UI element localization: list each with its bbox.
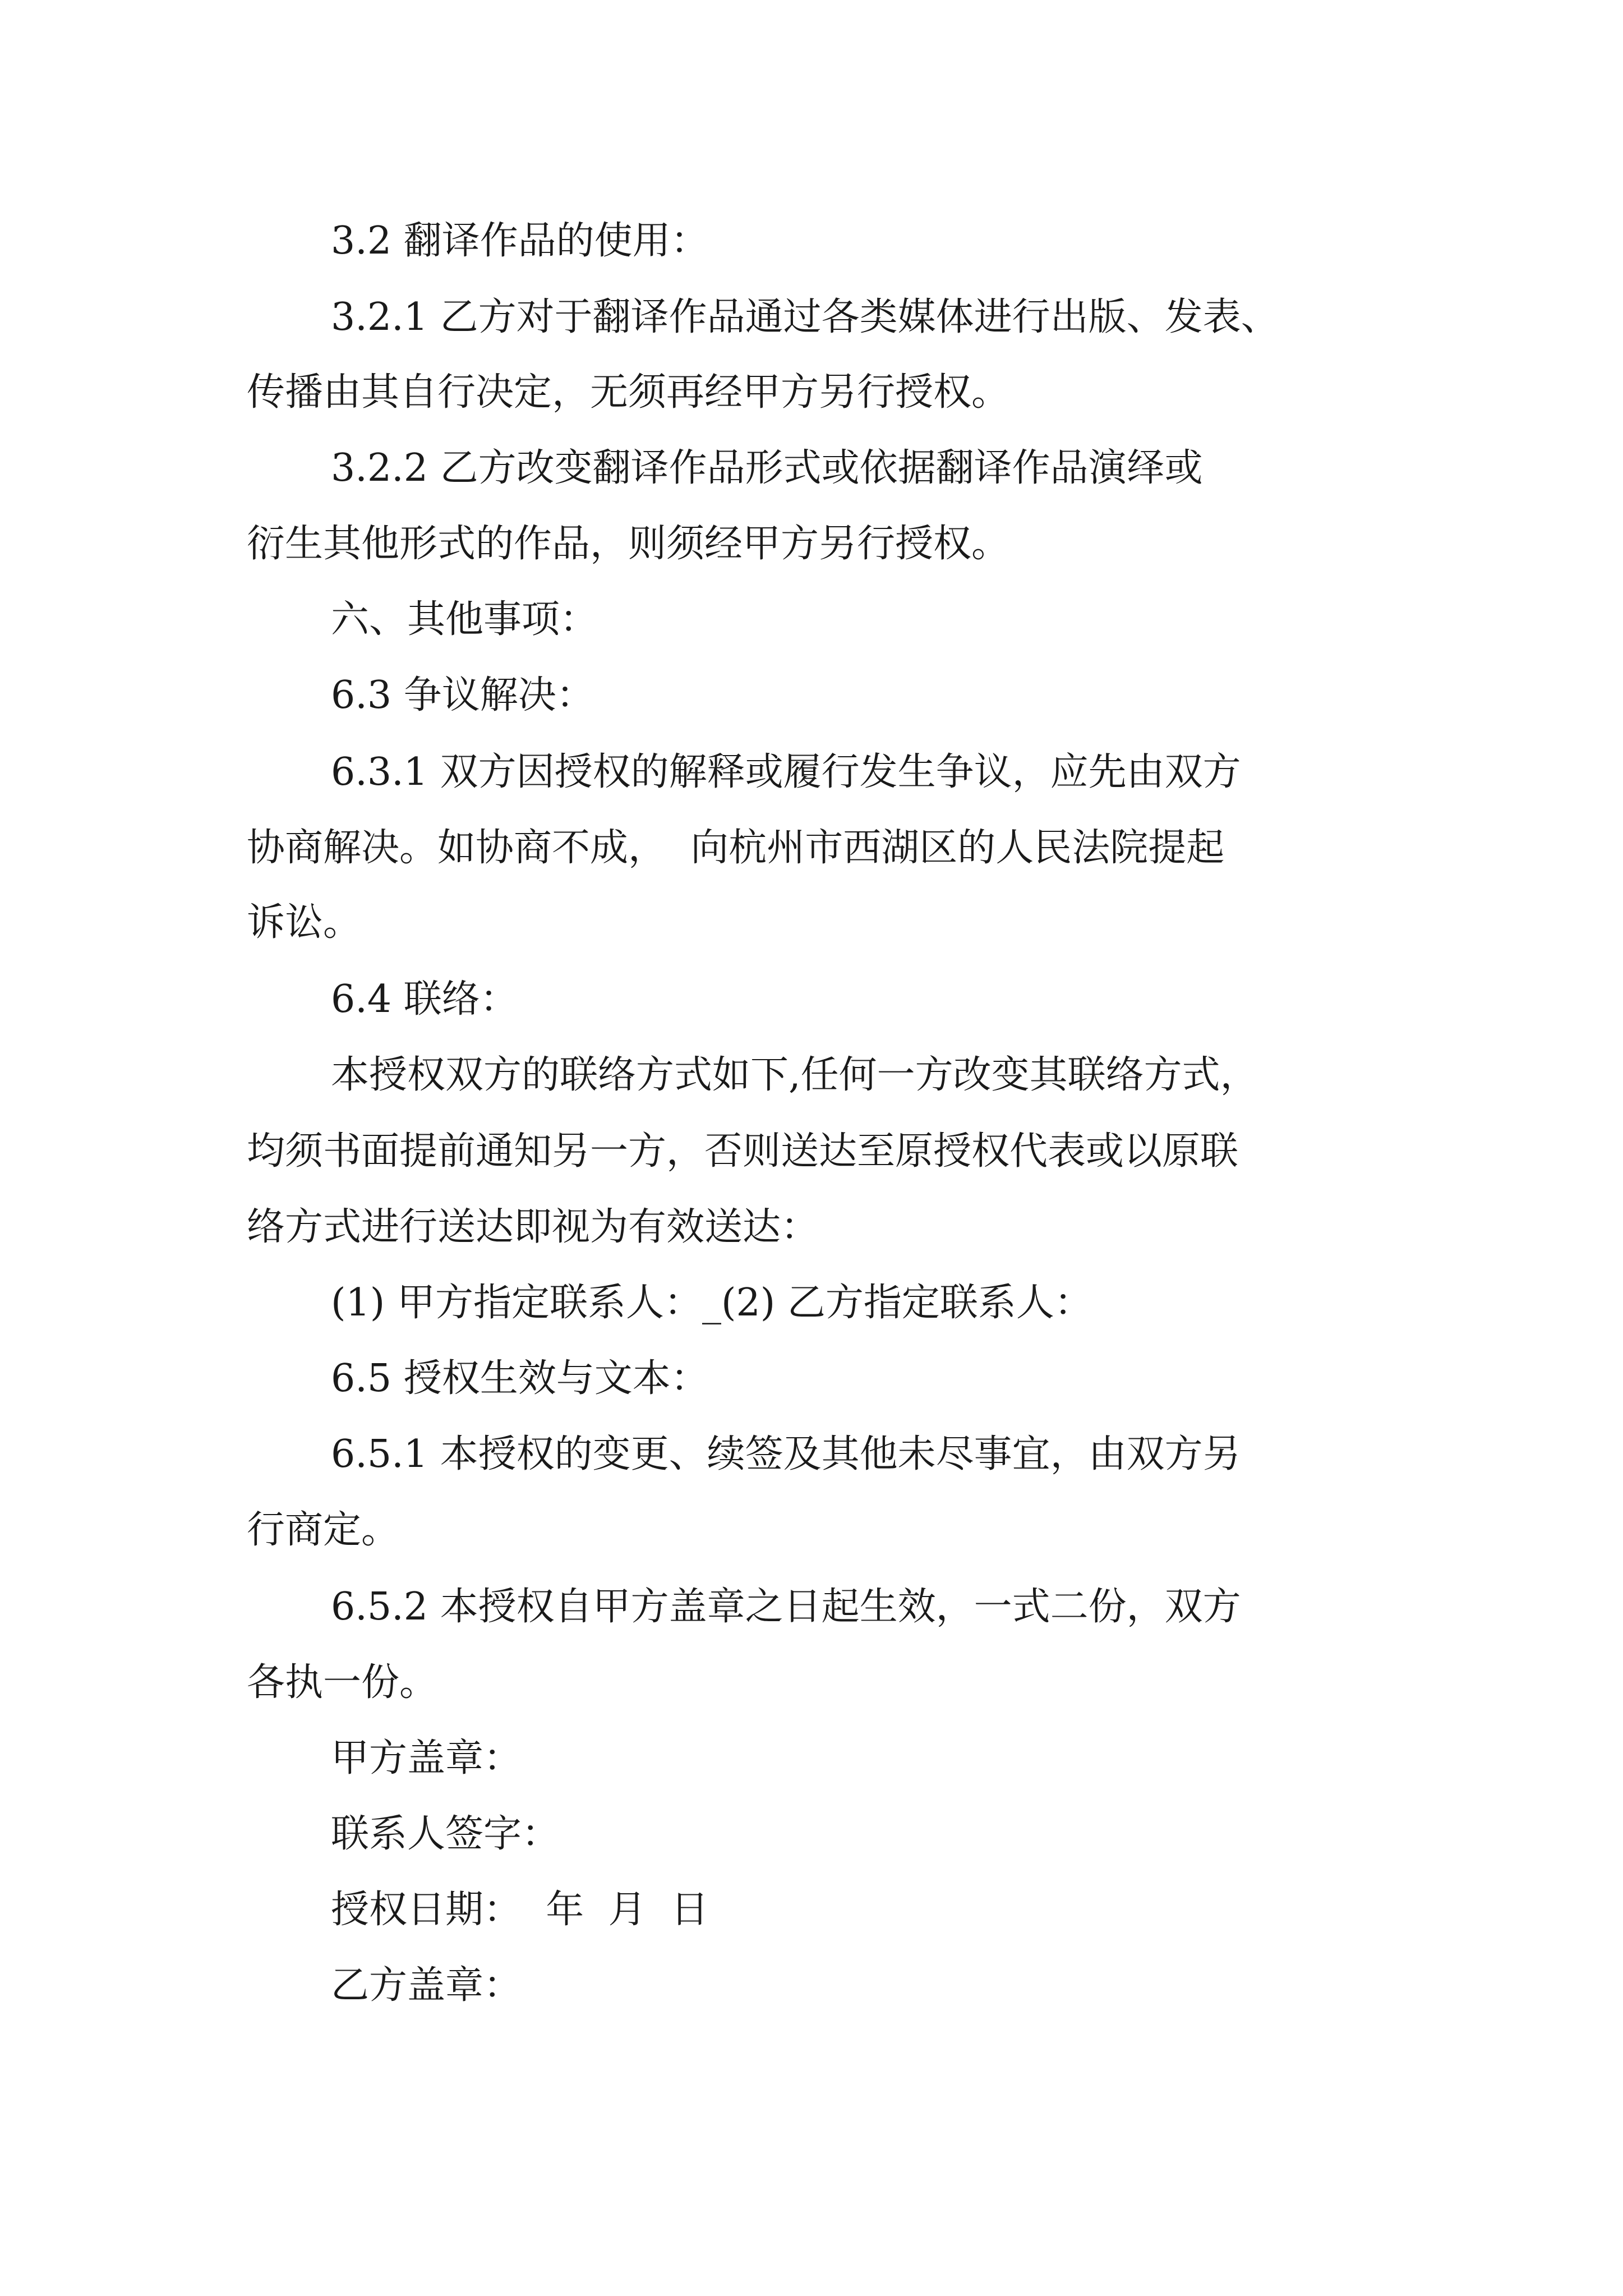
clause-3-2-2-line-2: 衍生其他形式的作品，则须经甲方另行授权。 xyxy=(247,522,1010,566)
clause-6-3-1-line-1: 6.3.1 双方因授权的解释或履行发生争议，应先由双方 xyxy=(331,750,1241,794)
authorization-date-label: 授权日期： 年 月 日 xyxy=(331,1888,709,1932)
clause-6-5-2-line-1: 6.5.2 本授权自甲方盖章之日起生效，一式二份，双方 xyxy=(331,1585,1241,1629)
party-b-seal-label: 乙方盖章： xyxy=(331,1963,522,2008)
clause-6-5-heading: 6.5 授权生效与文本： xyxy=(331,1356,709,1401)
clause-6-3-1-line-3: 诉讼。 xyxy=(247,900,362,945)
clause-3-2-1-line-2: 传播由其自行决定，无须再经甲方另行授权。 xyxy=(247,370,1010,415)
clause-6-4-line-1: 本授权双方的联络方式如下,任何一方改变其联络方式， xyxy=(331,1053,1258,1097)
clause-6-5-2-line-2: 各执一份。 xyxy=(247,1660,438,1705)
clause-6-4-line-3: 络方式进行送达即视为有效送达： xyxy=(247,1205,819,1249)
contact-signature-label: 联系人签字： xyxy=(331,1812,560,1856)
clause-6-4-heading: 6.4 联络： xyxy=(331,977,518,1022)
clause-6-4-line-2: 均须书面提前通知另一方，否则送达至原授权代表或以原联 xyxy=(247,1129,1239,1174)
contact-persons-line: (1) 甲方指定联系人：_(2) 乙方指定联系人： xyxy=(331,1281,1092,1325)
section-6-heading: 六、其他事项： xyxy=(331,597,598,642)
clause-3-2-heading: 3.2 翻译作品的使用： xyxy=(331,219,709,263)
party-a-seal-label: 甲方盖章： xyxy=(331,1736,522,1780)
clause-6-5-1-line-2: 行商定。 xyxy=(247,1508,400,1552)
clause-3-2-1-line-1: 3.2.1 乙方对于翻译作品通过各类媒体进行出版、发表、 xyxy=(331,295,1279,339)
clause-6-3-heading: 6.3 争议解决： xyxy=(331,673,594,717)
clause-6-3-1-line-2: 协商解决。如协商不成， 向杭州市西湖区的人民法院提起 xyxy=(247,826,1225,870)
clause-6-5-1-line-1: 6.5.1 本授权的变更、续签及其他未尽事宜，由双方另 xyxy=(331,1432,1241,1476)
clause-3-2-2-line-1: 3.2.2 乙方改变翻译作品形式或依据翻译作品演绎或 xyxy=(331,446,1203,490)
